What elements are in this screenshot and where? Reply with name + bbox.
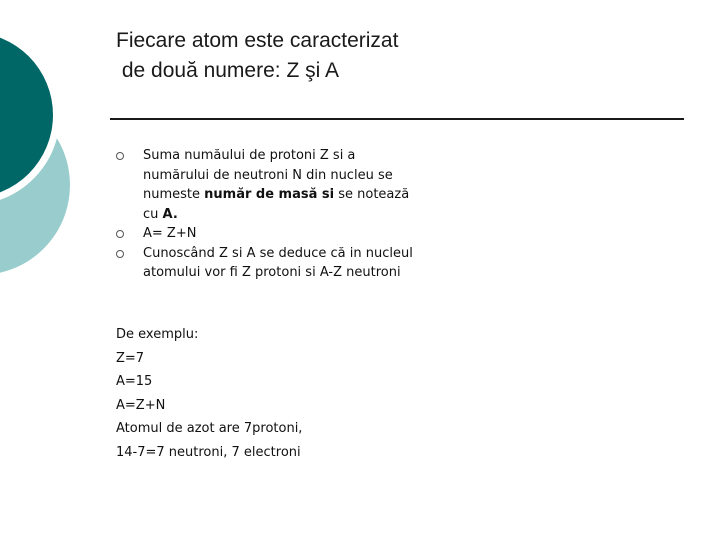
- example-line: Z=7: [116, 350, 145, 366]
- bullet-item: [116, 244, 416, 283]
- bullet-bold-symbol: A.: [162, 206, 178, 222]
- bullet-text: Suma număului de protoni Z si a numărului de neutroni N din nucleu se numeste: [143, 148, 393, 202]
- bullet-text: se notează cu: [143, 187, 410, 222]
- bullet-text: Cunoscând Z si A se deduce că in nucleul atomului vor fi Z protoni si A-Z neutroni: [143, 245, 413, 280]
- title-line-1: Fiecare atom este caracterizat: [116, 29, 399, 52]
- hollow-circle-bullet-icon: [116, 230, 124, 238]
- bullet-list: [116, 146, 416, 283]
- example-line: Atomul de azot are 7protoni,: [116, 421, 303, 436]
- hollow-circle-bullet-icon: [116, 152, 124, 160]
- hollow-circle-bullet-icon: [116, 250, 124, 258]
- example-line: 14-7=7 neutroni, 7 electroni: [116, 444, 301, 460]
- bullet-item: [116, 224, 416, 244]
- bullet-item: [116, 146, 416, 224]
- title-line-2: de două numere: Z şi A: [116, 59, 339, 82]
- title-divider: [110, 118, 684, 120]
- example-line: A=15: [116, 374, 153, 389]
- bullet-bold-term: număr de masă si: [204, 187, 335, 202]
- example-line: De exemplu:: [116, 327, 199, 342]
- decorative-circles: [0, 0, 120, 300]
- example-line: A=Z+N: [116, 397, 166, 413]
- slide-title: [116, 26, 676, 86]
- example-block: [116, 323, 416, 464]
- bullet-formula: A= Z+N: [143, 226, 197, 241]
